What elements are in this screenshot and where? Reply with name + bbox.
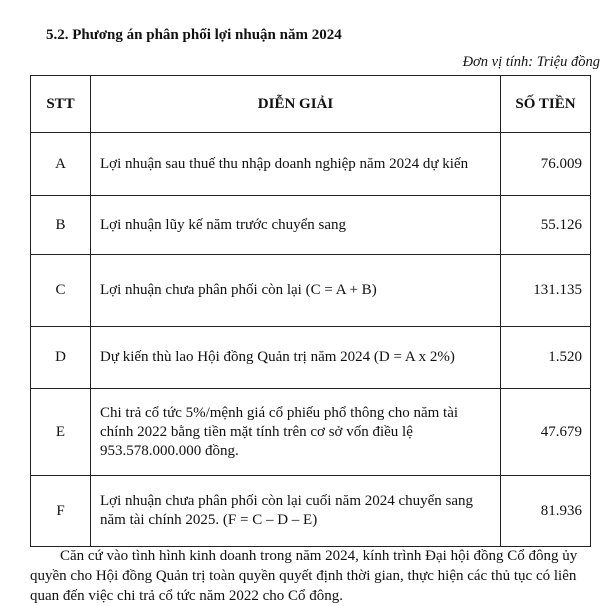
row-amount: 1.520	[501, 327, 591, 389]
row-stt: C	[31, 255, 91, 327]
profit-distribution-table	[30, 75, 591, 547]
row-stt: B	[31, 196, 91, 255]
row-description: Lợi nhuận chưa phân phối còn lại (C = A + B)	[91, 255, 501, 327]
table-row	[31, 196, 591, 255]
paragraph-line: quan đến việc chi trả cổ tức năm 2022 cho Cổ đông.	[30, 588, 344, 604]
row-stt: F	[31, 476, 91, 547]
row-stt: D	[31, 327, 91, 389]
row-stt: E	[31, 389, 91, 476]
table-row	[31, 255, 591, 327]
table-header-row	[31, 76, 591, 133]
row-description: Lợi nhuận sau thuế thu nhập doanh nghiệp năm 2024 dự kiến	[91, 133, 501, 196]
header-amount: SỐ TIỀN	[501, 76, 591, 133]
paragraph-line: quyền cho Hội đồng Quản trị toàn quyền quyết định thời gian, thực hiện các thủ tục có liên	[30, 568, 577, 584]
table-row	[31, 133, 591, 196]
row-amount: 47.679	[501, 389, 591, 476]
header-description: DIỄN GIẢI	[91, 76, 501, 133]
header-stt: STT	[31, 76, 91, 133]
row-description: Lợi nhuận lũy kế năm trước chuyển sang	[91, 196, 501, 255]
row-amount: 55.126	[501, 196, 591, 255]
row-amount: 131.135	[501, 255, 591, 327]
row-amount: 76.009	[501, 133, 591, 196]
paragraph-line: Căn cứ vào tình hình kinh doanh trong năm 2024, kính trình Đại hội đồng Cổ đông ủy	[60, 548, 578, 564]
row-amount: 81.936	[501, 476, 591, 547]
closing-paragraph	[30, 546, 600, 606]
unit-note: Đơn vị tính: Triệu đồng	[462, 54, 600, 70]
section-heading: 5.2. Phương án phân phối lợi nhuận năm 2024	[46, 27, 342, 43]
row-stt: A	[31, 133, 91, 196]
table-row	[31, 476, 591, 547]
row-description: Lợi nhuận chưa phân phối còn lại cuối năm 2024 chuyển sang năm tài chính 2025. (F = C – D – E)	[91, 476, 501, 547]
row-description: Dự kiến thù lao Hội đồng Quản trị năm 2024 (D = A x 2%)	[91, 327, 501, 389]
row-description: Chi trả cổ tức 5%/mệnh giá cổ phiếu phổ thông cho năm tài chính 2022 bằng tiền mặt tính trên cơ sở vốn điều lệ 953.578.000.000 đồng.	[91, 389, 501, 476]
table-row	[31, 389, 591, 476]
table-row	[31, 327, 591, 389]
